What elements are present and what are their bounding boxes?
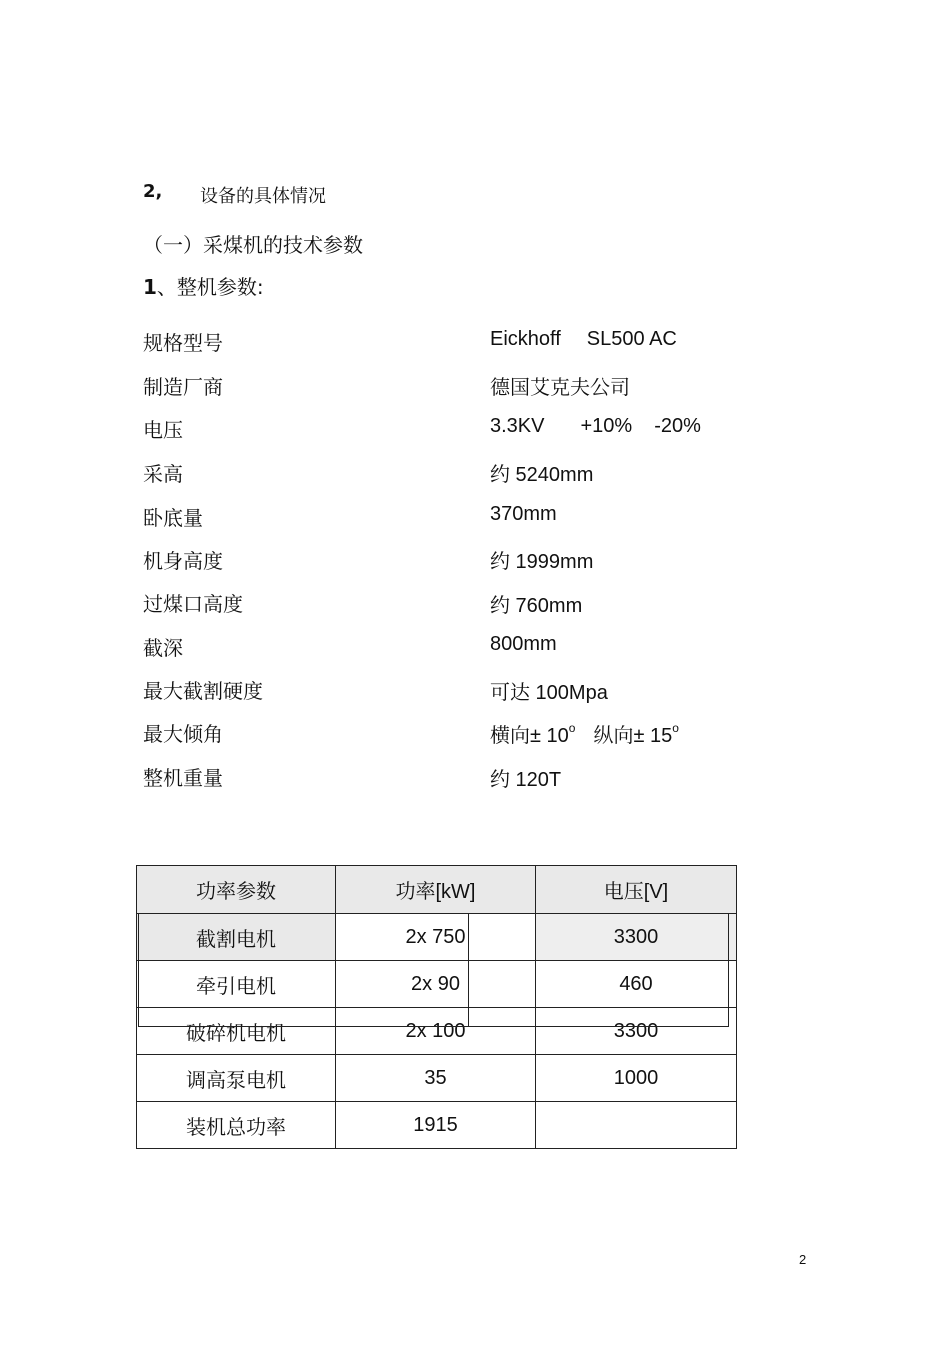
table-row xyxy=(137,1055,737,1102)
spec-value-part: -20% xyxy=(654,415,701,437)
spec-value-part: 纵向± 15 xyxy=(593,725,673,747)
item-heading-number: 1 xyxy=(143,275,157,299)
table-header-cell: 电压[V] xyxy=(536,866,737,914)
table-cell: 1000 xyxy=(536,1055,737,1102)
spec-label: 电压 xyxy=(143,418,183,442)
table-cell: 调高泵电机 xyxy=(137,1055,336,1102)
spec-label: 整机重量 xyxy=(143,766,223,790)
spec-label: 机身高度 xyxy=(143,549,223,573)
spec-value: 370mm xyxy=(490,503,557,525)
spec-label: 最大倾角 xyxy=(143,722,223,746)
table-cell: 2x 750 xyxy=(336,914,536,961)
spec-value xyxy=(490,328,677,351)
table-cell: 1915 xyxy=(336,1102,536,1149)
degree-sup: o xyxy=(568,721,576,736)
spec-value xyxy=(490,719,679,748)
table-header-row xyxy=(137,866,737,914)
spec-label: 最大截割硬度 xyxy=(143,679,263,703)
section-number: 2, xyxy=(143,181,163,202)
table-cell: 2x 100 xyxy=(336,1008,536,1055)
spec-label: 截深 xyxy=(143,636,183,660)
table-header-cell: 功率参数 xyxy=(137,866,336,914)
spec-value: 约 760mm xyxy=(490,595,583,617)
spec-label: 规格型号 xyxy=(143,331,223,355)
spec-value: 约 5240mm xyxy=(490,464,594,486)
spec-value: 可达 100Mpa xyxy=(490,682,608,704)
spec-value-part: Eickhoff xyxy=(490,328,561,350)
table-cell xyxy=(536,1102,737,1149)
spec-value: 800mm xyxy=(490,633,557,655)
spec-value-part: +10% xyxy=(580,415,633,437)
spec-value-part: 横向± 10 xyxy=(490,725,569,747)
table-row xyxy=(137,1102,737,1149)
table-cell: 3300 xyxy=(536,1008,737,1055)
table-cell: 截割电机 xyxy=(137,914,336,961)
item-heading xyxy=(143,271,264,300)
subsection-title: （一）采煤机的技术参数 xyxy=(143,233,363,257)
table-cell: 35 xyxy=(336,1055,536,1102)
section-title: 设备的具体情况 xyxy=(200,186,326,207)
spec-value-part: 3.3KV xyxy=(490,415,545,437)
table-cell: 牵引电机 xyxy=(137,961,336,1008)
table-cell: 460 xyxy=(536,961,737,1008)
item-heading-text: 、整机参数: xyxy=(156,275,264,299)
degree-sup: o xyxy=(672,721,679,736)
spec-label: 卧底量 xyxy=(143,506,203,530)
overlay-frame xyxy=(468,913,729,1027)
spec-label: 制造厂商 xyxy=(143,375,223,399)
table-cell: 2x 90 xyxy=(336,961,536,1008)
spec-label: 采高 xyxy=(143,462,183,486)
spec-value: 约 1999mm xyxy=(490,551,594,573)
spec-value-part: SL500 AC xyxy=(586,328,677,350)
table-cell: 3300 xyxy=(536,914,737,961)
spec-value xyxy=(490,415,701,438)
table-header-cell: 功率[kW] xyxy=(336,866,536,914)
table-cell: 破碎机电机 xyxy=(137,1008,336,1055)
page-number: 2 xyxy=(799,1252,807,1267)
spec-value: 约 120T xyxy=(490,769,562,791)
spec-label: 过煤口高度 xyxy=(143,592,243,616)
spec-value: 德国艾克夫公司 xyxy=(490,377,630,399)
table-cell: 装机总功率 xyxy=(137,1102,336,1149)
